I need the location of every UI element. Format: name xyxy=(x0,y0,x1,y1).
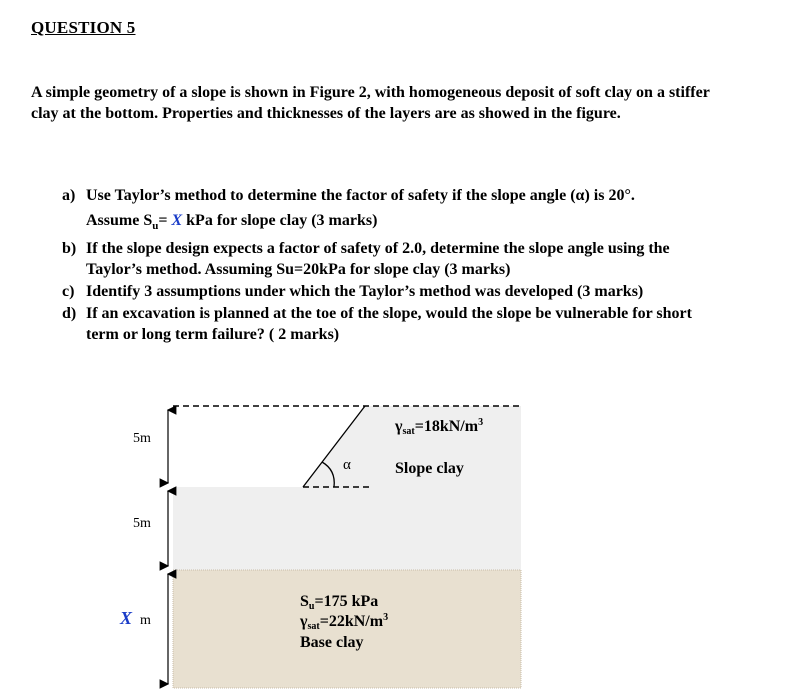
question-text: Use Taylor’s method to determine the factor of safety if the slope angle (α) is 20°. xyxy=(86,187,635,204)
question-label: a) xyxy=(62,187,76,204)
base-unit-weight: $\gamma sat=22kN/m^3$ xyxy=(300,612,389,632)
question-assumption: Assume $S_u= X$ kPa for slope clay (3 marks) xyxy=(86,212,378,233)
question-text: Identify 3 assumptions under which the Taylor’s method was developed (3 marks) xyxy=(86,283,644,301)
base-undrained-strength: Su=175 kPa xyxy=(300,593,379,612)
question-label: d) xyxy=(62,305,77,323)
dimension-middle-label: 5m xyxy=(133,516,151,531)
base-clay-label: Base clay xyxy=(300,634,364,651)
question-heading: QUESTION 5 xyxy=(31,18,136,37)
question-text: If the slope design expects a factor of safety of 2.0, determine the slope angle using the Taylor’s method. Assuming Su=20kPa for slope clay (3 marks) xyxy=(86,240,670,279)
intro-paragraph: A simple geometry of a slope is shown in Figure 2, with homogeneous deposit of soft clay on a stiffer clay at the bottom. Properties and thicknesses of the layers are as showed in the figure. xyxy=(31,84,710,122)
dimension-top-label: 5m xyxy=(133,431,151,446)
dimension-variable-x: X xyxy=(120,608,133,628)
dimension-bottom-unit: m xyxy=(140,613,151,628)
angle-symbol: α xyxy=(343,457,351,473)
slope-unit-weight: $\gamma sat=18kN/m^3$ xyxy=(395,417,484,437)
question-text: If an excavation is planned at the toe of the slope, would the slope be vulnerable for short term or long term failure? ( 2 marks) xyxy=(86,305,692,344)
question-label: c) xyxy=(62,283,75,301)
question-label: b) xyxy=(62,240,77,258)
slope-clay-label: Slope clay xyxy=(395,460,464,477)
